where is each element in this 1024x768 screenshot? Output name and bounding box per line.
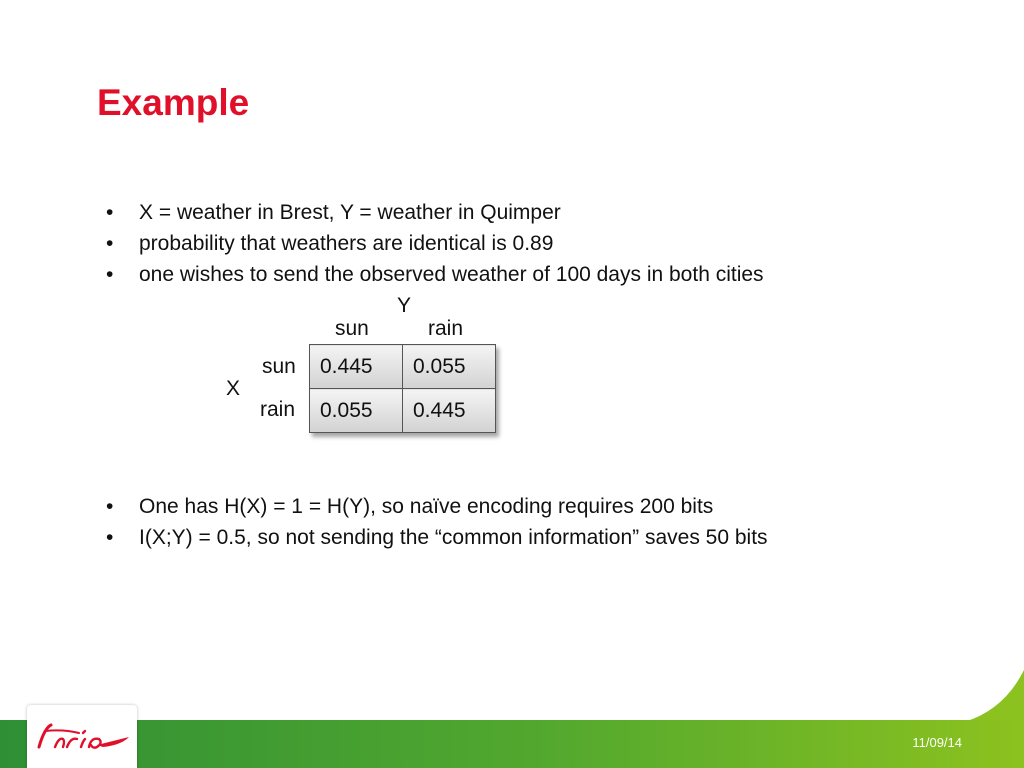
table-cell: 0.055 — [310, 389, 403, 433]
slide-title: Example — [97, 82, 250, 123]
inria-logo — [27, 705, 137, 768]
bullet-text: one wishes to send the observed weather of 100 days in both cities — [139, 263, 764, 286]
bullet-item — [106, 259, 764, 290]
bullet-item — [106, 522, 768, 553]
bullet-list-bottom — [106, 491, 768, 553]
column-header-rain: rain — [428, 317, 464, 340]
row-variable-label: X — [226, 377, 241, 400]
table-cell: 0.445 — [403, 389, 496, 433]
footer-bar — [0, 720, 1024, 768]
joint-probability-table — [309, 344, 496, 433]
table-cell: 0.445 — [310, 345, 403, 389]
slide-date: 11/09/14 — [912, 735, 962, 750]
column-variable-label: Y — [397, 294, 412, 317]
table-cell: 0.055 — [403, 345, 496, 389]
bullet-icon: • — [106, 526, 114, 549]
bullet-text: One has H(X) = 1 = H(Y), so naïve encoding requires 200 bits — [139, 495, 714, 518]
bullet-icon: • — [106, 263, 114, 286]
bullet-item — [106, 228, 764, 259]
bullet-text: probability that weathers are identical is 0.89 — [139, 232, 554, 255]
table-row — [310, 389, 496, 433]
bullet-text: X = weather in Brest, Y = weather in Quimper — [139, 201, 561, 224]
table-row — [310, 345, 496, 389]
bullet-item — [106, 491, 768, 522]
bullet-text: I(X;Y) = 0.5, so not sending the “common information” saves 50 bits — [139, 526, 768, 549]
row-header-rain: rain — [260, 398, 296, 421]
bullet-list-top — [106, 197, 764, 290]
bullet-item — [106, 197, 764, 228]
column-header-sun: sun — [335, 317, 369, 340]
row-header-sun: sun — [262, 355, 296, 378]
bullet-icon: • — [106, 495, 114, 518]
inria-logo-icon — [33, 719, 133, 755]
bullet-icon: • — [106, 201, 114, 224]
bullet-icon: • — [106, 232, 114, 255]
